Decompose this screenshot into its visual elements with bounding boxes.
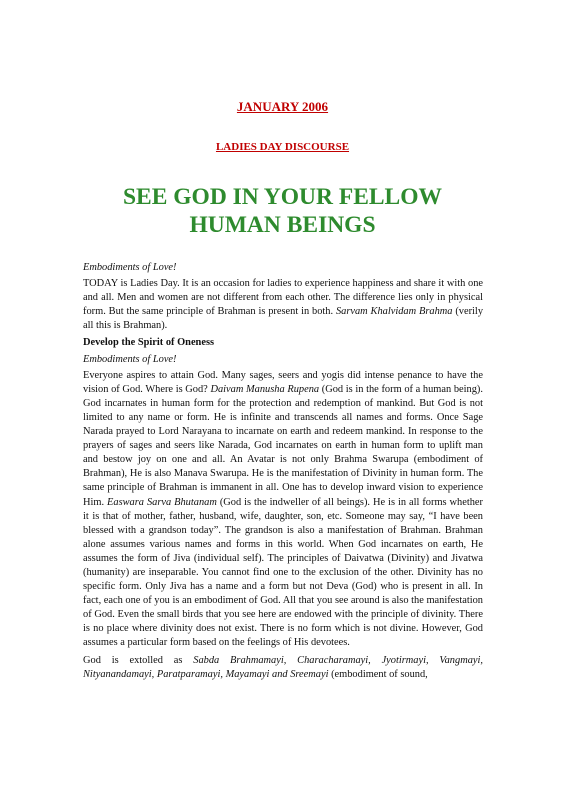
paragraph-2 [83,369,483,651]
paragraph-2-text-c: (God is the indweller of all beings). He is in all forms whether it is that of mother, father, husband, wife, daughter, son, etc. Someone may say, “I have been blessed with a grandson today”. The grandson is also a manifestation of Brahman. Brahman alone assumes various names and forms in this world. When God incarnates on earth, He assumes the form of Jiva (individual self). The principles of Daivatwa (Divinity) and Jivatwa (humanity) are inseparable. You cannot find one to the exclusion of the other. Divinity has no specific form. Only Jiva has a name and a form but not Deva (God) who is present in all. In fact, each one of you is an embodiment of God. All that you see around is also the manifestation of God. Even the small birds that you see here are endowed with the principle of divinity. There is no place where divinity does not exist. There is no form which is not divine. However, God assumes a particular form based on the feelings of His devotees. [83,496,483,649]
paragraph-1-text-b: (verily all this is Brahman). [83,306,484,332]
month-heading: JANUARY 2006 [236,99,329,114]
title-line-1: SEE GOD IN YOUR FELLOW [122,184,443,210]
paragraph-3-text-b: (embodiment of sound, [328,668,428,680]
paragraph-3 [83,654,483,682]
discourse-heading: LADIES DAY DISCOURSE [215,141,350,153]
paragraph-1 [83,277,483,333]
subheading: Develop the Spirit of Oneness [83,337,215,349]
paragraph-2-italic-2: Easwara Sarva Bhutanam [107,496,217,508]
title-line-2: HUMAN BEINGS [189,212,376,238]
paragraph-2-text-a: Everyone aspires to attain God. Many sages, seers and yogis did intense penance to have the vision of God. Where is God? [83,369,483,395]
page-title [60,183,505,239]
paragraph-3-text-a: God is extolled as [83,654,194,666]
paragraph-3-italic: Sabda Brahmamayi, Characharamayi, Jyotirmayi, Vangmayi, Nityanandamayi, Paratparamayi, Mayamayi and Sreemayi [83,654,483,680]
discourse-body [83,261,483,685]
paragraph-2-text-b: (God is in the form of a human being). God incarnates in human form for the protection and redemption of mankind. But God is not limited to any name or form. He is infinite and transcends all names and forms. Once Sage Narada prayed to Lord Narayana to incarnate on earth and redeem mankind. In response to the prayers of sages and seers like Narada, God incarnates on earth in human form to uplift man and bestow joy on one and all. An Avatar is not only Brahma Swarupa (embodiment of Brahman), He is also Manava Swarupa. He is the manifestation of Divinity in human form. The same principle of Brahman is immanent in all. One has to develop inward vision to experience Him. [83,383,483,508]
paragraph-1-italic: Sarvam Khalvidam Brahma [335,306,453,318]
paragraph-1-text-a: TODAY is Ladies Day. It is an occasion for ladies to experience happiness and share it with one and all. Men and women are not different from each other. The difference lies only in physical form. But the same principle of Brahman is present in both. [83,278,483,318]
salutation-2: Embodiments of Love! [83,353,177,365]
salutation-1: Embodiments of Love! [83,262,177,273]
paragraph-2-italic-1: Daivam Manusha Rupena [210,383,320,395]
